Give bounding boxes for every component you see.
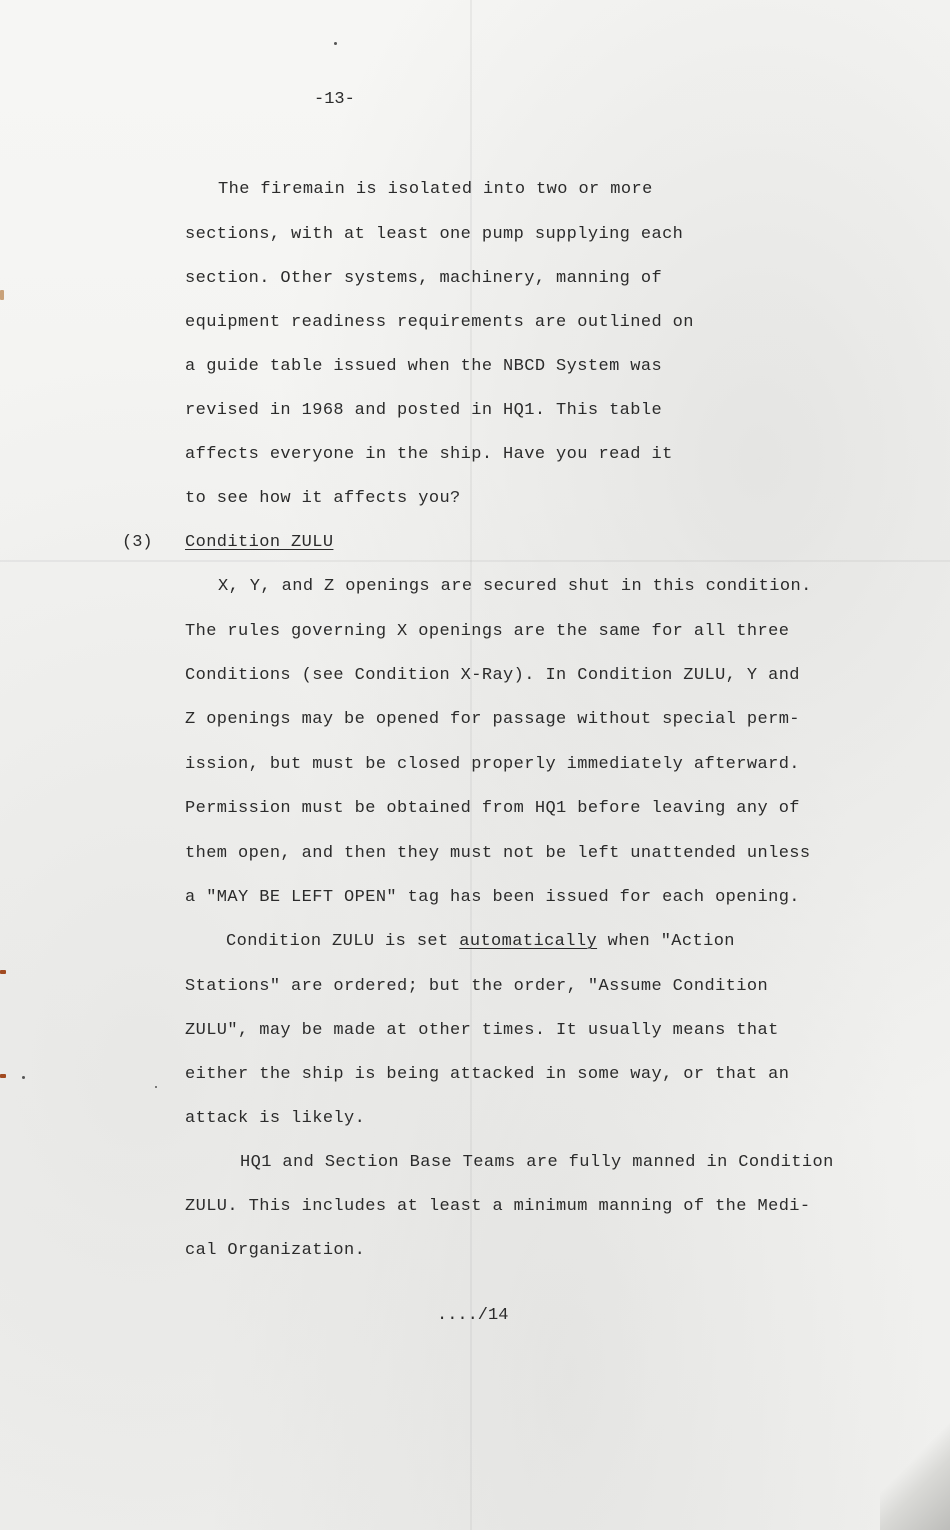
paragraph3-text: Condition ZULU is set [226, 932, 460, 951]
paragraph1-line: revised in 1968 and posted in HQ1. This table [185, 401, 663, 420]
rust-mark [0, 290, 4, 300]
paragraph1-line: sections, with at least one pump supplying each [185, 225, 684, 244]
paragraph3-first-line [226, 932, 735, 952]
rust-mark [0, 1074, 6, 1078]
paragraph3-line: Stations" are ordered; but the order, "Assume Condition [185, 977, 769, 996]
paragraph2-line: Z openings may be opened for passage without special perm- [185, 710, 800, 729]
paragraph2-line: The rules governing X openings are the same for all three [185, 622, 790, 641]
page-number: -13- [314, 90, 355, 109]
paper-speck [155, 1086, 157, 1088]
paragraph1-line: equipment readiness requirements are outlined on [185, 313, 694, 332]
paragraph4-line: HQ1 and Section Base Teams are fully manned in Condition [240, 1153, 834, 1172]
paragraph3-line: either the ship is being attacked in some way, or that an [185, 1065, 790, 1084]
section-number: (3) [122, 533, 153, 552]
paragraph1-line: to see how it affects you? [185, 489, 461, 508]
paper-speck [22, 1076, 25, 1079]
paragraph2-line: Permission must be obtained from HQ1 before leaving any of [185, 799, 800, 818]
paper-crease [0, 560, 950, 562]
paragraph3-text: when "Action [597, 932, 735, 951]
paper-speck [334, 42, 337, 45]
section-heading: Condition ZULU [185, 533, 334, 552]
paragraph2-line: a "MAY BE LEFT OPEN" tag has been issued for each opening. [185, 888, 800, 907]
rust-mark [0, 970, 6, 974]
paragraph3-line: attack is likely. [185, 1109, 366, 1128]
paragraph4-line: ZULU. This includes at least a minimum manning of the Medi- [185, 1197, 811, 1216]
paragraph1-line: section. Other systems, machinery, manning of [185, 269, 663, 288]
paragraph1-line: a guide table issued when the NBCD System was [185, 357, 663, 376]
paragraph2-line: ission, but must be closed properly immediately afterward. [185, 755, 800, 774]
paragraph2-line: X, Y, and Z openings are secured shut in this condition. [218, 577, 812, 596]
continuation-marker: ..../14 [437, 1306, 509, 1325]
paragraph1-line: The firemain is isolated into two or more [218, 180, 653, 199]
folded-corner [880, 1420, 950, 1530]
underlined-word: automatically [459, 932, 598, 951]
paragraph4-line: cal Organization. [185, 1241, 366, 1260]
paragraph2-line: them open, and then they must not be left unattended unless [185, 844, 811, 863]
paragraph2-line: Conditions (see Condition X-Ray). In Condition ZULU, Y and [185, 666, 800, 685]
paragraph3-line: ZULU", may be made at other times. It usually means that [185, 1021, 779, 1040]
paragraph1-line: affects everyone in the ship. Have you read it [185, 445, 673, 464]
